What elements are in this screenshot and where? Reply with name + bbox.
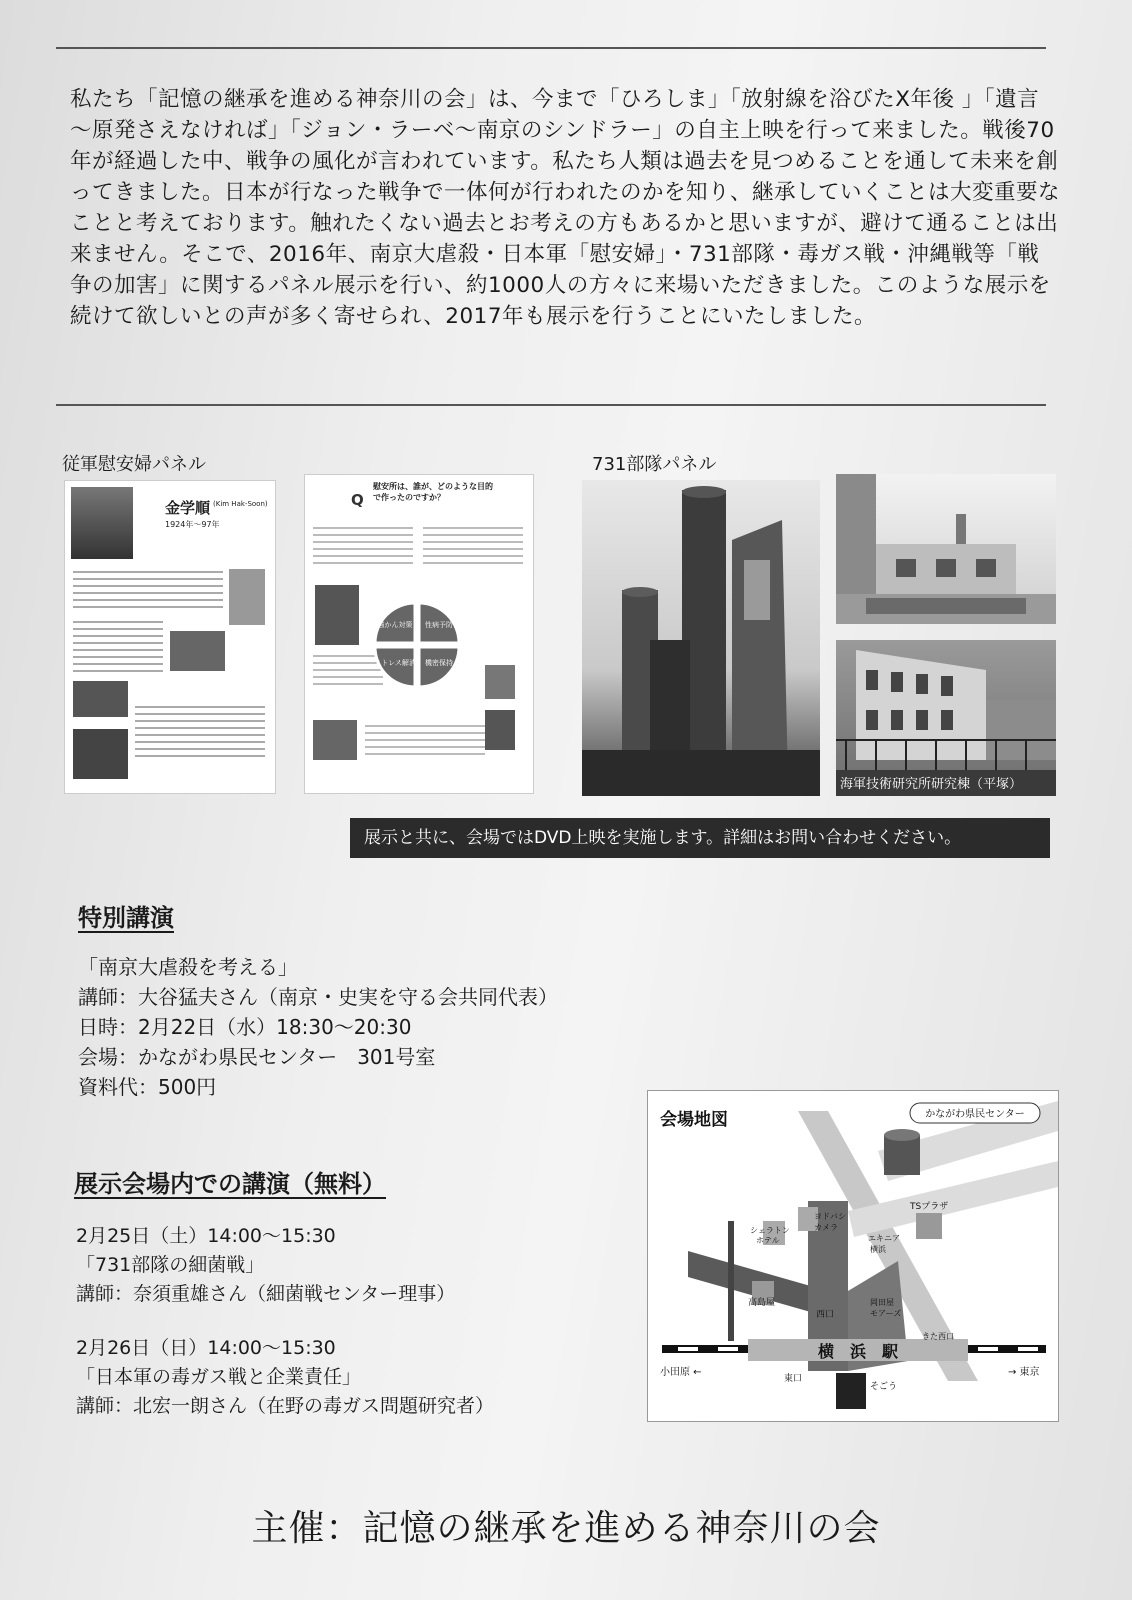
map-okadaya-label-1: 岡田屋 bbox=[870, 1298, 894, 1307]
top-divider bbox=[56, 47, 1046, 49]
wheel-label-0: 強かん対策 bbox=[377, 621, 413, 629]
venue-lecture-2-speaker: 講師：北宏一朗さん（在野の毒ガス問題研究者） bbox=[76, 1395, 495, 1417]
map-yodobashi-label-2: カメラ bbox=[814, 1223, 838, 1232]
map-sheraton-label-1: シェラトン bbox=[750, 1226, 790, 1235]
venue-lecture-2 bbox=[76, 1334, 494, 1421]
special-lecture-info bbox=[78, 952, 558, 1102]
map-odawara-label: 小田原 ← bbox=[660, 1367, 702, 1378]
special-lecture-title: 「南京大虐殺を考える」 bbox=[78, 955, 298, 979]
qa-panel-question: 慰安所は、誰が、どのような目的で作ったのですか？ bbox=[373, 482, 493, 502]
naval-research-building-photo bbox=[836, 640, 1056, 796]
map-sogo-label: そごう bbox=[870, 1382, 898, 1392]
map-kita-west-exit-label: きた西口 bbox=[922, 1332, 954, 1341]
map-west-exit-label: 西口 bbox=[816, 1310, 835, 1320]
special-lecture-datetime: 日時：2月22日（水）18:30～20:30 bbox=[78, 1015, 412, 1039]
map-title: 会場地図 bbox=[660, 1110, 728, 1130]
map-station-label: 横 浜 駅 bbox=[817, 1342, 899, 1361]
mid-divider bbox=[56, 404, 1046, 406]
venue-lecture-1 bbox=[76, 1222, 455, 1309]
map-sheraton-label-2: ホテル bbox=[756, 1236, 780, 1245]
special-lecture-venue: 会場：かながわ県民センター 301号室 bbox=[78, 1045, 436, 1069]
wheel-label-1: 性病予防 bbox=[425, 621, 453, 629]
venue-lecture-1-datetime: 2月25日（土）14:00～15:30 bbox=[76, 1225, 336, 1247]
unit731-site-building-photo bbox=[836, 474, 1056, 624]
panel-subject-romaji: (Kim Hak-Soon) bbox=[213, 500, 268, 508]
special-lecture-heading: 特別講演 bbox=[78, 904, 174, 932]
qa-panel-question-label: Q bbox=[351, 491, 364, 509]
site-building-illustration bbox=[836, 474, 1056, 624]
map-ekinia-label-2: 横浜 bbox=[870, 1245, 886, 1254]
unit731-ruins-photo bbox=[582, 480, 820, 796]
qa-panel-graphics bbox=[305, 475, 533, 793]
venue-lecture-1-speaker: 講師：奈須重雄さん（細菌戦センター理事） bbox=[76, 1283, 456, 1305]
panel1-text-columns bbox=[65, 481, 275, 793]
wheel-label-2: ストレス解消 bbox=[374, 659, 416, 667]
venue-lectures-heading: 展示会場内での講演（無料） bbox=[74, 1170, 386, 1198]
venue-map-graphic bbox=[648, 1091, 1058, 1421]
map-okadaya-label-2: モアーズ bbox=[870, 1309, 902, 1318]
comfort-women-panel-caption: 従軍慰安婦パネル bbox=[62, 454, 206, 475]
map-takashimaya-label: 高島屋 bbox=[748, 1298, 776, 1308]
map-ekinia-label-1: エキニア bbox=[868, 1234, 900, 1243]
organizer-line: 主催：記憶の継承を進める神奈川の会 bbox=[251, 1508, 881, 1549]
comfort-station-qa-panel-image bbox=[304, 474, 534, 794]
venue-lecture-2-title: 「日本軍の毒ガス戦と企業責任」 bbox=[76, 1366, 362, 1388]
panel-subject-name: 金学順 bbox=[165, 499, 211, 517]
venue-map bbox=[647, 1090, 1059, 1422]
naval-building-caption: 海軍技術研究所研究棟（平塚） bbox=[840, 777, 1023, 792]
map-tokyo-label: → 東京 bbox=[1008, 1367, 1040, 1378]
map-ts-plaza-label: TSプラザ bbox=[910, 1202, 949, 1212]
wheel-label-3: 機密保持 bbox=[425, 659, 453, 667]
map-venue-label: かながわ県民センター bbox=[925, 1109, 1025, 1120]
venue-lecture-1-title: 「731部隊の細菌戦」 bbox=[76, 1254, 265, 1276]
dvd-screening-banner: 展示と共に、会場ではDVD上映を実施します。詳細はお問い合わせください。 bbox=[350, 818, 1050, 858]
special-lecture-fee: 資料代：500円 bbox=[78, 1075, 217, 1099]
unit731-panel-caption: 731部隊パネル bbox=[592, 454, 717, 475]
venue-lecture-2-datetime: 2月26日（日）14:00～15:30 bbox=[76, 1337, 336, 1359]
chimney-ruins-illustration bbox=[582, 480, 820, 796]
special-lecture-speaker: 講師：大谷猛夫さん（南京・史実を守る会共同代表） bbox=[78, 985, 558, 1009]
map-yodobashi-label-1: ヨドバシ bbox=[814, 1212, 846, 1221]
comfort-women-panel-image bbox=[64, 480, 276, 794]
panel-subject-years: 1924年～97年 bbox=[165, 520, 220, 529]
map-east-exit-label: 東口 bbox=[784, 1374, 803, 1384]
intro-paragraph: 私たち「記憶の継承を進める神奈川の会」は、今まで「ひろしま」「放射線を浴びたX年後 」「遺言～原発さえなければ」「ジョン・ラーベ～南京のシンドラー」の自主上映を行って来ました。戦後70年が経過した中、戦争の風化が言われています。私たち人類は過去を見つめることを通して未来を創ってきました。日本が行なった戦争で一体何が行われたのかを知り、継承していくことは大変重要なことと考えております。触れたくない過去とお考えの方もあるかと思いますが、避けて通ることは出来ません。そこで、2016年、南京大虐殺・日本軍「慰安婦」・731部隊・毒ガス戦・沖縄戦等「戦争の加害」に関するパネル展示を行い、約1000人の方々に来場いただきました。このような展示を続けて欲しいとの声が多く寄せられ、2017年も展示を行うことにいたしました。 bbox=[70, 87, 1061, 329]
